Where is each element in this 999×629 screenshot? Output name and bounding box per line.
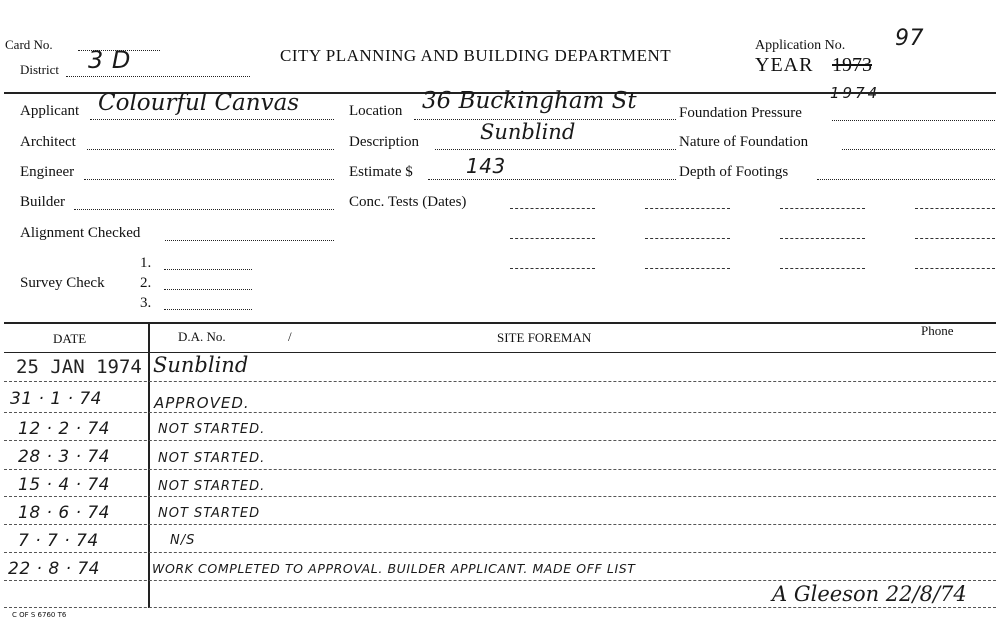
log-row-5-date: 18 · 6 · 74 [18, 503, 111, 523]
survey-check-label: Survey Check [20, 275, 105, 291]
log-row-7-date: 22 · 8 · 74 [8, 559, 101, 579]
row-rule [4, 412, 996, 413]
row-rule [4, 496, 996, 497]
architect-label: Architect [20, 134, 76, 150]
estimate-line [428, 179, 676, 180]
log-row-0-entry: Sunblind [153, 353, 249, 377]
col-da-header: D.A. No. [178, 329, 226, 344]
nature-of-foundation-line [842, 149, 995, 150]
survey-2-line [164, 289, 252, 290]
signature: A Gleeson 22/8/74 [772, 582, 967, 606]
date-column-divider [148, 322, 150, 608]
description-value: Sunblind [480, 120, 576, 144]
location-value: 36 Buckingham St [422, 88, 637, 114]
log-row-5-entry: NOT STARTED [158, 506, 261, 521]
survey-1-label: 1. [140, 255, 152, 271]
survey-2-label: 2. [140, 275, 152, 291]
year-struck: 1973 [832, 54, 872, 76]
survey-3-label: 3. [140, 295, 152, 311]
conc-test-line [510, 238, 595, 239]
survey-3-line [164, 309, 252, 310]
architect-line [87, 149, 334, 150]
card-no-label: Card No. [5, 37, 53, 52]
conc-test-line [780, 208, 865, 209]
foundation-pressure-label: Foundation Pressure [679, 105, 802, 121]
form-code: C OF S 6760 T6 [12, 611, 67, 619]
estimate-label: Estimate $ [349, 164, 413, 180]
row-rule [4, 440, 996, 441]
district-line [66, 76, 250, 77]
log-row-1-entry: APPROVED. [154, 394, 250, 412]
row-rule [4, 607, 996, 608]
log-row-6-entry: N/S [170, 533, 196, 548]
builder-line [74, 209, 334, 210]
department-title: CITY PLANNING AND BUILDING DEPARTMENT [280, 46, 672, 65]
row-rule [4, 524, 996, 525]
application-no-label: Application No. [755, 38, 846, 53]
nature-of-foundation-label: Nature of Foundation [679, 134, 809, 150]
conc-test-line [645, 208, 730, 209]
builder-label: Builder [20, 194, 65, 210]
col-slash-header: / [288, 329, 292, 344]
col-date-header: DATE [53, 331, 87, 346]
conc-test-line [510, 208, 595, 209]
conc-test-line [780, 268, 865, 269]
row-rule [4, 381, 996, 382]
survey-1-line [164, 269, 252, 270]
district-value: 3 D [88, 46, 131, 74]
conc-test-line [915, 238, 995, 239]
row-rule [4, 552, 996, 553]
col-phone-header: Phone [921, 323, 954, 338]
application-no-value: 97 [895, 26, 924, 51]
col-site-foreman-header: SITE FOREMAN [497, 330, 592, 345]
log-row-2-date: 12 · 2 · 74 [18, 419, 111, 439]
row-rule [4, 580, 996, 581]
applicant-label: Applicant [20, 103, 80, 119]
conc-test-line [510, 268, 595, 269]
estimate-value: 143 [466, 154, 506, 178]
conc-test-line [645, 238, 730, 239]
description-label: Description [349, 134, 419, 150]
depth-of-footings-line [817, 179, 995, 180]
log-row-3-entry: NOT STARTED. [158, 451, 266, 466]
depth-of-footings-label: Depth of Footings [679, 164, 789, 180]
applicant-value: Colourful Canvas [98, 90, 300, 116]
description-line [435, 149, 676, 150]
conc-test-line [915, 208, 995, 209]
year-value: 1974 [830, 84, 881, 102]
log-row-4-entry: NOT STARTED. [158, 479, 266, 494]
log-row-0-date: 25 JAN 1974 [16, 356, 142, 378]
log-row-6-date: 7 · 7 · 74 [18, 531, 99, 551]
location-label: Location [349, 103, 403, 119]
conc-test-line [645, 268, 730, 269]
alignment-line [165, 240, 334, 241]
table-top-border [4, 322, 996, 324]
log-row-4-date: 15 · 4 · 74 [18, 475, 111, 495]
year-label: YEAR [755, 54, 814, 76]
log-row-7-entry: WORK COMPLETED TO APPROVAL. BUILDER APPLICANT. MADE OFF LIST [152, 561, 636, 576]
engineer-label: Engineer [20, 164, 75, 180]
row-rule [4, 469, 996, 470]
conc-test-line [780, 238, 865, 239]
log-row-3-date: 28 · 3 · 74 [18, 447, 111, 467]
engineer-line [84, 179, 334, 180]
alignment-checked-label: Alignment Checked [20, 225, 141, 241]
log-row-2-entry: NOT STARTED. [158, 422, 266, 437]
log-row-1-date: 31 · 1 · 74 [10, 389, 103, 409]
conc-test-line [915, 268, 995, 269]
foundation-pressure-line [832, 120, 995, 121]
conc-tests-label: Conc. Tests (Dates) [349, 194, 467, 210]
district-label: District [20, 62, 59, 77]
applicant-line [90, 119, 334, 120]
